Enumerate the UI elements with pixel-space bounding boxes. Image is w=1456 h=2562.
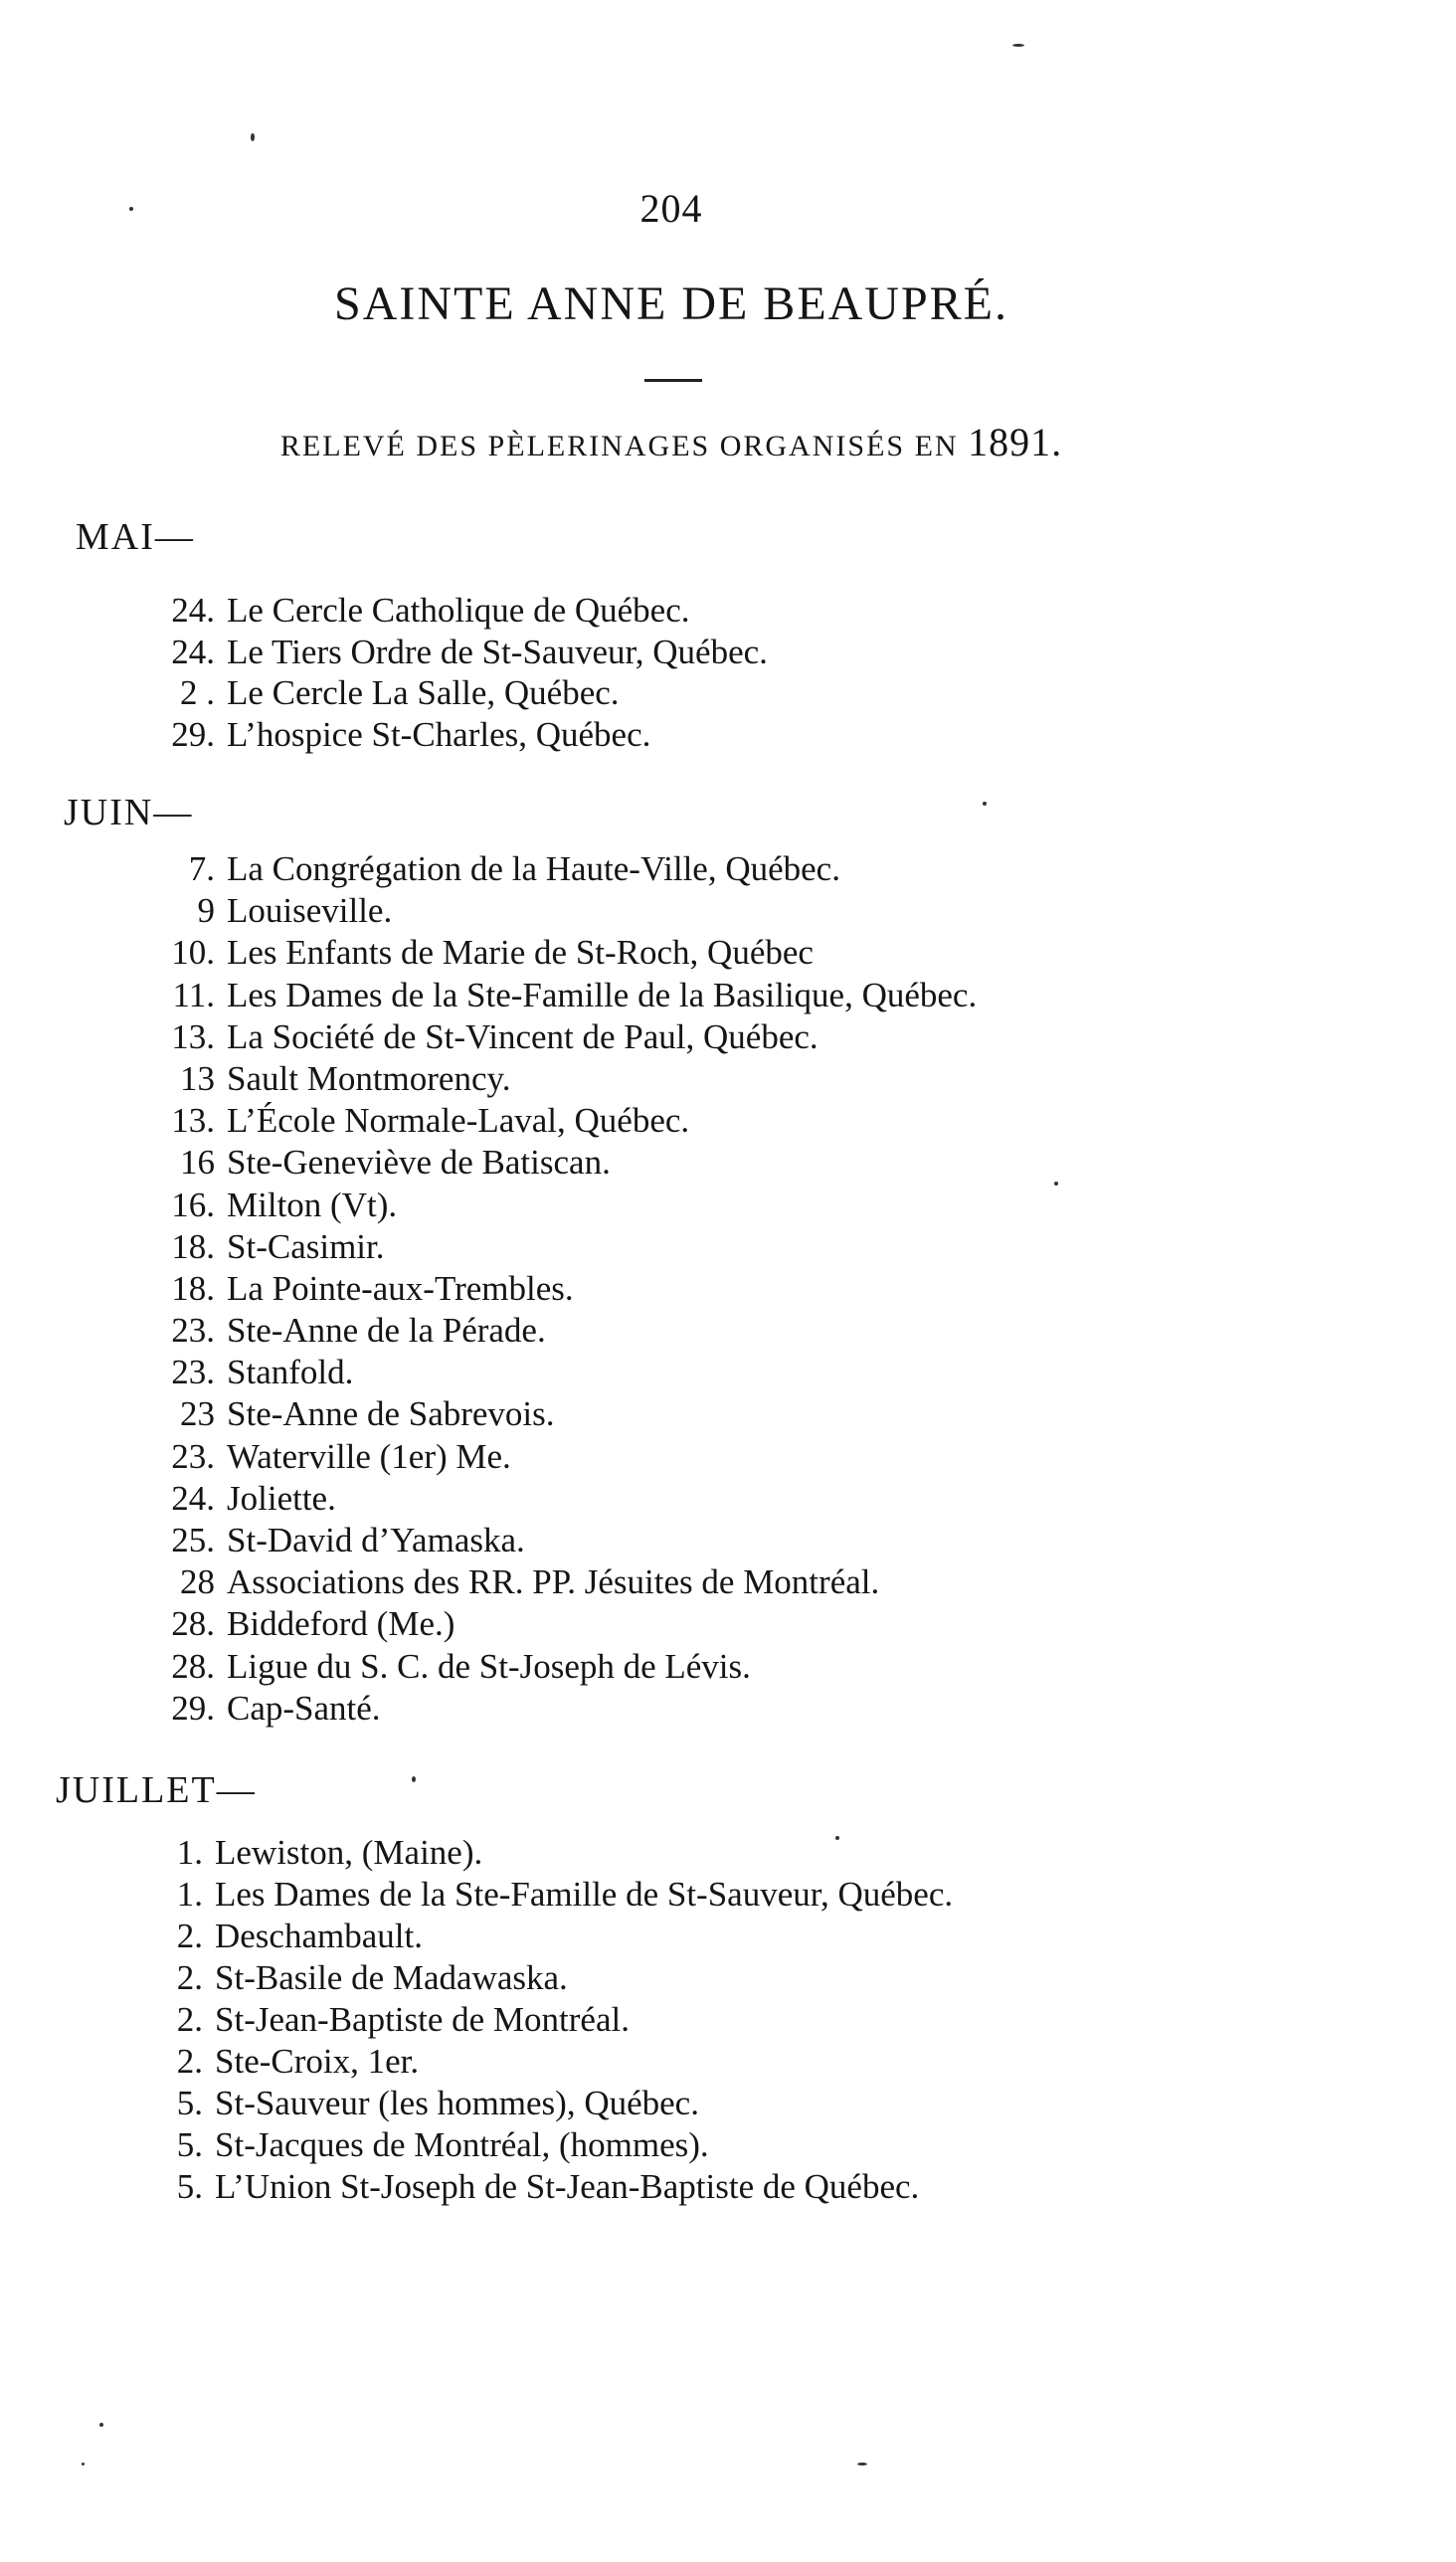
entry-text: Stanfold. bbox=[227, 1353, 354, 1392]
entry-day: 28. bbox=[171, 1646, 215, 1686]
entry-text: L’hospice St-Charles, Québec. bbox=[227, 714, 651, 754]
list-item bbox=[147, 632, 768, 673]
entry-text: La Pointe-aux-Trembles. bbox=[227, 1268, 574, 1308]
entry-text: St-David d’Yamaska. bbox=[227, 1521, 525, 1559]
scan-speck bbox=[412, 1776, 416, 1782]
list-item bbox=[135, 1916, 953, 1957]
entry-day: 5. bbox=[176, 2125, 203, 2164]
scan-speck bbox=[129, 207, 133, 211]
entry-text: La Société de St-Vincent de Paul, Québec. bbox=[227, 1016, 819, 1056]
entry-text: Milton (Vt). bbox=[227, 1185, 398, 1224]
entry-text: Lewiston, (Maine). bbox=[215, 1833, 483, 1872]
scan-speck bbox=[82, 2463, 85, 2466]
entry-text: Le Cercle La Salle, Québec. bbox=[227, 673, 620, 712]
scan-speck bbox=[1012, 44, 1024, 47]
list-item bbox=[147, 890, 977, 932]
entry-text: Ste-Anne de la Pérade. bbox=[227, 1311, 546, 1351]
entry-day: 23. bbox=[171, 1353, 215, 1392]
entry-text: St-Casimir. bbox=[227, 1226, 385, 1266]
month-heading-juin: JUIN— bbox=[64, 792, 194, 833]
list-item bbox=[147, 1688, 977, 1730]
list-item bbox=[147, 590, 768, 632]
subtitle-year: 1891. bbox=[968, 420, 1063, 464]
entry-day: 16. bbox=[171, 1185, 215, 1224]
entry-text: Le Tiers Ordre de St-Sauveur, Québec. bbox=[227, 632, 768, 671]
month-heading-juillet: JUILLET— bbox=[56, 1769, 257, 1811]
entry-text: Louiseville. bbox=[227, 891, 393, 931]
list-item bbox=[147, 1646, 977, 1688]
list-item bbox=[147, 932, 977, 974]
scan-speck bbox=[835, 1836, 839, 1840]
list-item bbox=[147, 1100, 977, 1142]
entry-text: Les Dames de la Ste-Famille de St-Sauveur, Québec. bbox=[215, 1875, 954, 1914]
scan-speck bbox=[251, 133, 255, 141]
pilgrimage-list-mai bbox=[147, 590, 768, 755]
entry-day: 24. bbox=[171, 632, 215, 671]
entry-day: 13 bbox=[180, 1058, 215, 1098]
entry-day: 2. bbox=[176, 1917, 203, 1955]
entry-text: Ste-Croix, 1er. bbox=[215, 2042, 420, 2081]
entry-text: Les Dames de la Ste-Famille de la Basilique, Québec. bbox=[227, 975, 978, 1014]
list-item bbox=[147, 1436, 977, 1478]
entry-day: 24. bbox=[171, 1478, 215, 1518]
page-number: 204 bbox=[639, 186, 703, 231]
list-item bbox=[147, 1268, 977, 1310]
list-item bbox=[147, 848, 977, 890]
entry-text: Ste-Anne de Sabrevois. bbox=[227, 1394, 555, 1434]
subtitle-text: RELEVÉ DES PÈLERINAGES ORGANISÉS EN bbox=[279, 430, 959, 462]
entry-day: 24. bbox=[171, 591, 215, 630]
list-item bbox=[135, 2041, 953, 2083]
scan-speck bbox=[99, 2423, 103, 2427]
entry-day: 2 . bbox=[180, 673, 215, 712]
list-item bbox=[135, 1874, 953, 1916]
entry-day: 18. bbox=[171, 1226, 215, 1266]
entry-text: La Congrégation de la Haute-Ville, Québec. bbox=[227, 849, 840, 888]
entry-text: Les Enfants de Marie de St-Roch, Québec bbox=[227, 933, 814, 973]
list-item bbox=[147, 1561, 977, 1603]
entry-text: Deschambault. bbox=[215, 1917, 423, 1955]
list-item bbox=[147, 1016, 977, 1058]
entry-day: 13. bbox=[171, 1101, 215, 1141]
entry-day: 16 bbox=[180, 1143, 215, 1183]
title-divider bbox=[644, 379, 702, 382]
list-item bbox=[147, 1478, 977, 1520]
entry-day: 23 bbox=[180, 1394, 215, 1434]
scan-speck bbox=[857, 2463, 867, 2466]
month-heading-mai: MAI— bbox=[76, 516, 195, 558]
entry-day: 11. bbox=[172, 975, 215, 1014]
list-item bbox=[147, 1520, 977, 1561]
entry-day: 23. bbox=[171, 1311, 215, 1351]
entry-day: 2. bbox=[176, 2042, 203, 2081]
entry-text: Biddeford (Me.) bbox=[227, 1604, 455, 1644]
list-item bbox=[147, 1352, 977, 1393]
entry-day: 9 bbox=[197, 891, 215, 931]
entry-text: Le Cercle Catholique de Québec. bbox=[227, 591, 690, 630]
pilgrimage-list-juillet bbox=[135, 1832, 953, 2208]
entry-text: Joliette. bbox=[227, 1478, 336, 1518]
entry-day: 29. bbox=[171, 714, 215, 754]
list-item bbox=[147, 714, 768, 756]
entry-text: Cap-Santé. bbox=[227, 1688, 381, 1728]
entry-day: 29. bbox=[171, 1688, 215, 1728]
entry-day: 1. bbox=[176, 1833, 203, 1872]
entry-day: 28 bbox=[180, 1562, 215, 1602]
entry-day: 5. bbox=[176, 2084, 203, 2122]
scan-speck bbox=[983, 802, 987, 806]
list-item bbox=[147, 672, 768, 714]
list-item bbox=[147, 1058, 977, 1100]
list-item bbox=[147, 1603, 977, 1645]
list-item bbox=[147, 1185, 977, 1226]
entry-day: 23. bbox=[171, 1436, 215, 1476]
list-item bbox=[135, 2083, 953, 2124]
entry-day: 28. bbox=[171, 1604, 215, 1644]
entry-day: 25. bbox=[171, 1521, 215, 1559]
entry-day: 13. bbox=[171, 1016, 215, 1056]
entry-text: Ligue du S. C. de St-Joseph de Lévis. bbox=[227, 1646, 751, 1686]
list-item bbox=[135, 1999, 953, 2041]
entry-text: Sault Montmorency. bbox=[227, 1058, 511, 1098]
list-item bbox=[147, 1310, 977, 1352]
entry-text: St-Jean-Baptiste de Montréal. bbox=[215, 2000, 630, 2039]
scan-speck bbox=[1054, 1182, 1058, 1186]
entry-text: L’Union St-Joseph de St-Jean-Baptiste de Québec. bbox=[215, 2167, 920, 2206]
page-title: SAINTE ANNE DE BEAUPRÉ. bbox=[334, 277, 1008, 330]
entry-day: 2. bbox=[176, 1958, 203, 1997]
entry-text: St-Jacques de Montréal, (hommes). bbox=[215, 2125, 709, 2164]
entry-text: Ste-Geneviève de Batiscan. bbox=[227, 1143, 611, 1183]
list-item bbox=[135, 2166, 953, 2208]
entry-text: Associations des RR. PP. Jésuites de Montréal. bbox=[227, 1562, 880, 1602]
entry-text: St-Sauveur (les hommes), Québec. bbox=[215, 2084, 699, 2122]
entry-day: 18. bbox=[171, 1268, 215, 1308]
entry-day: 10. bbox=[171, 933, 215, 973]
entry-day: 1. bbox=[176, 1875, 203, 1914]
pilgrimage-list-juin bbox=[147, 848, 977, 1730]
entry-day: 2. bbox=[176, 2000, 203, 2039]
list-item bbox=[135, 1957, 953, 1999]
entry-day: 5. bbox=[176, 2167, 203, 2206]
subtitle bbox=[0, 419, 1343, 465]
entry-day: 7. bbox=[188, 849, 215, 888]
entry-text: Waterville (1er) Me. bbox=[227, 1436, 511, 1476]
list-item bbox=[135, 1832, 953, 1874]
entry-text: St-Basile de Madawaska. bbox=[215, 1958, 568, 1997]
list-item bbox=[147, 1393, 977, 1435]
entry-text: L’École Normale-Laval, Québec. bbox=[227, 1101, 690, 1141]
list-item bbox=[147, 975, 977, 1016]
list-item bbox=[147, 1226, 977, 1268]
list-item bbox=[147, 1142, 977, 1184]
list-item bbox=[135, 2124, 953, 2166]
